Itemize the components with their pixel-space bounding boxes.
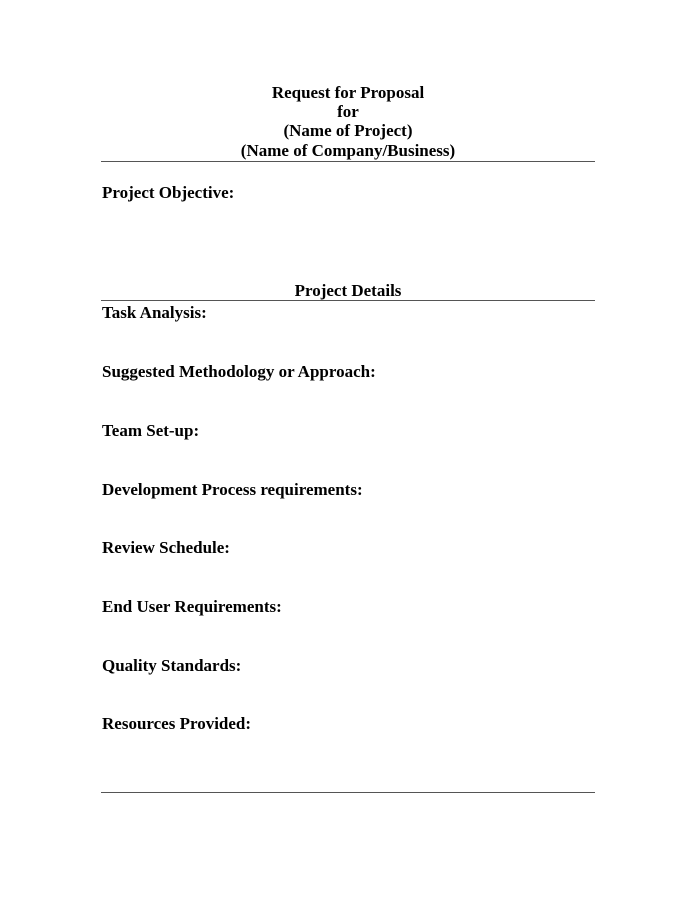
company-name: (Name of Company/Business)	[240, 141, 456, 160]
section-review-schedule: Review Schedule:	[102, 538, 230, 557]
document-title: Request for Proposal	[271, 83, 425, 102]
footer-divider	[101, 792, 595, 793]
section-resources-provided: Resources Provided:	[102, 714, 252, 733]
project-details-heading: Project Details	[294, 281, 402, 300]
header-divider	[101, 161, 595, 162]
section-end-user-requirements: End User Requirements:	[102, 597, 282, 616]
section-quality-standards: Quality Standards:	[102, 656, 242, 675]
section-task-analysis: Task Analysis:	[102, 303, 207, 322]
section-team-setup: Team Set-up:	[102, 421, 200, 440]
section-development-process: Development Process requirements:	[102, 480, 363, 499]
details-divider	[101, 300, 595, 301]
title-for: for	[337, 102, 359, 121]
section-methodology: Suggested Methodology or Approach:	[102, 362, 376, 381]
project-name: (Name of Project)	[283, 121, 413, 140]
project-objective-label: Project Objective:	[102, 183, 235, 202]
